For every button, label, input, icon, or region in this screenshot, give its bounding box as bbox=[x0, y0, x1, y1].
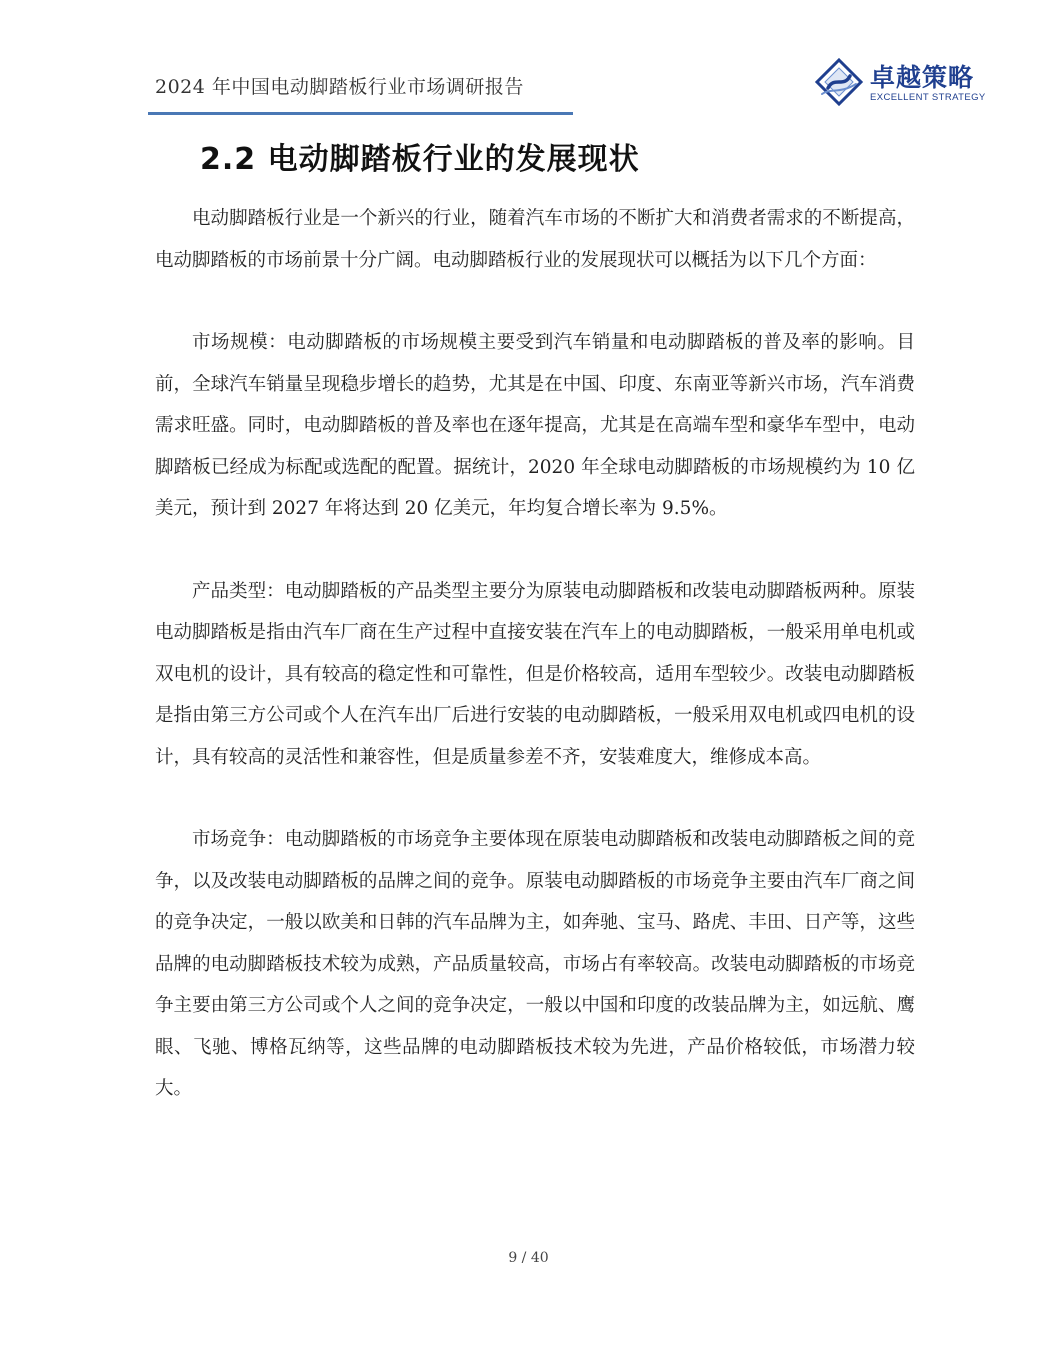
paragraph-product-types: 产品类型：电动脚踏板的产品类型主要分为原装电动脚踏板和改装电动脚踏板两种。原装电动脚踏板是指由汽车厂商在生产过程中直接安装在汽车上的电动脚踏板，一般采用单电机或双电机的设计，具有较高的稳定性和可靠性，但是价格较高，适用车型较少。改装电动脚踏板是指由第三方公司或个人在汽车出厂后进行安装的电动脚踏板，一般采用双电机或四电机的设计，具有较高的灵活性和兼容性，但是质量参差不齐，安装难度大，维修成本高。 bbox=[155, 580, 915, 768]
report-title: 2024 年中国电动脚踏板行业市场调研报告 bbox=[155, 76, 524, 98]
header-divider bbox=[148, 112, 573, 115]
page-number: 9 / 40 bbox=[508, 1250, 549, 1266]
company-logo bbox=[814, 56, 989, 108]
logo-name-cn: 卓越策略 bbox=[870, 63, 975, 92]
logo-name-en: EXCELLENT STRATEGY bbox=[870, 92, 986, 103]
excellent-strategy-logo-icon bbox=[814, 58, 864, 106]
paragraph-intro: 电动脚踏板行业是一个新兴的行业，随着汽车市场的不断扩大和消费者需求的不断提高，电动脚踏板的市场前景十分广阔。电动脚踏板行业的发展现状可以概括为以下几个方面： bbox=[155, 208, 915, 271]
paragraph-market-competition: 市场竞争：电动脚踏板的市场竞争主要体现在原装电动脚踏板和改装电动脚踏板之间的竞争，以及改装电动脚踏板的品牌之间的竞争。原装电动脚踏板的市场竞争主要由汽车厂商之间的竞争决定，一般以欧美和日韩的汽车品牌为主，如奔驰、宝马、路虎、丰田、日产等，这些品牌的电动脚踏板技术较为成熟，产品质量较高，市场占有率较高。改装电动脚踏板的市场竞争主要由第三方公司或个人之间的竞争决定，一般以中国和印度的改装品牌为主，如远航、鹰眼、飞驰、博格瓦纳等，这些品牌的电动脚踏板技术较为先进，产品价格较低，市场潜力较大。 bbox=[155, 829, 915, 1099]
section-title: 2.2 电动脚踏板行业的发展现状 bbox=[200, 142, 640, 177]
paragraph-market-size: 市场规模：电动脚踏板的市场规模主要受到汽车销量和电动脚踏板的普及率的影响。目前，全球汽车销量呈现稳步增长的趋势，尤其是在中国、印度、东南亚等新兴市场，汽车消费需求旺盛。同时，电动脚踏板的普及率也在逐年提高，尤其是在高端车型和豪华车型中，电动脚踏板已经成为标配或选配的配置。据统计，2020 年全球电动脚踏板的市场规模约为 10 亿美元，预计到 2027 年将达到 20 亿美元，年均复合增长率为 9.5%。 bbox=[155, 332, 915, 519]
body-content bbox=[155, 198, 915, 1151]
